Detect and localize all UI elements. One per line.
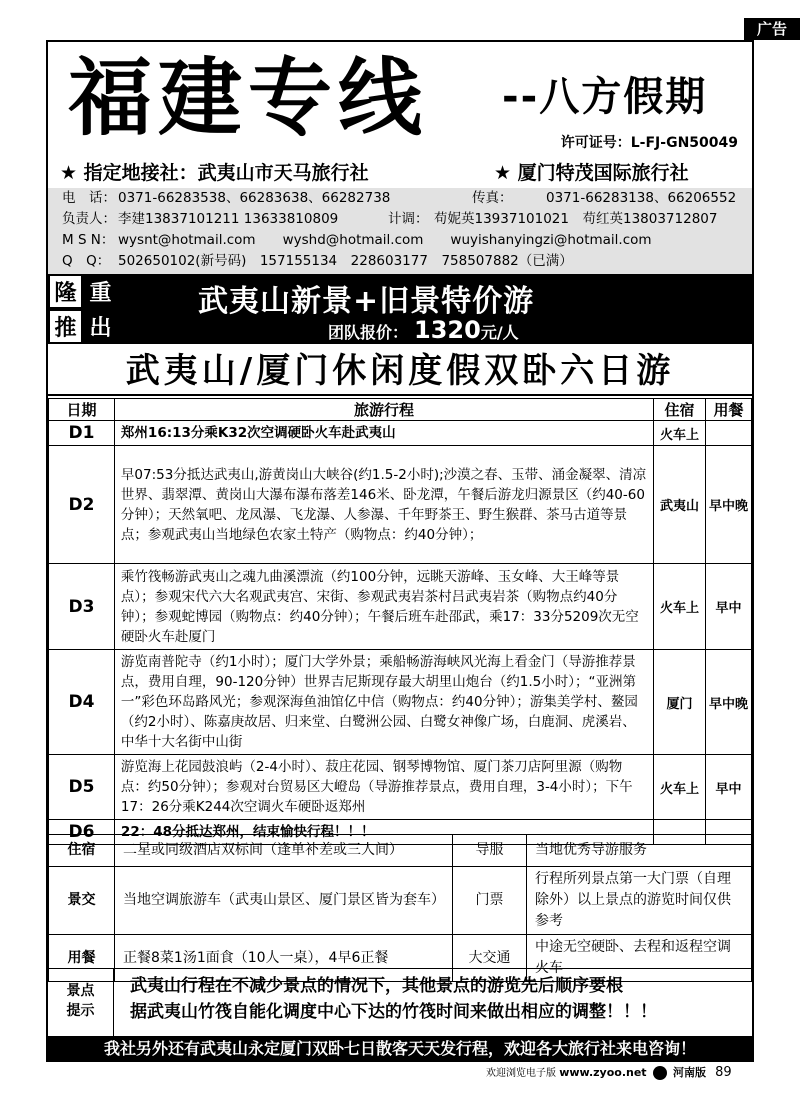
route-cell: 游览海上花园鼓浪屿（2-4小时）、菽庄花园、钢琴博物馆、厦门茶刀店阿里源（购物点：约50分钟）；参观对台贸易区大嶝岛（导游推荐景点，费用自理，3-4小时）；下午17：26分乘K244次空调火车硬卧返郑州 [114,755,653,820]
manager-value: 李建13837101211 13633810809 [118,211,339,227]
visit-text: 欢迎浏览电子版 [486,1068,556,1079]
route-cell: 22：48分抵达郑州，结束愉快行程！！！ [114,820,653,845]
badge-char: 重 [89,281,112,306]
tips-label [48,969,114,1037]
meal-cell [706,421,752,446]
tips-section [48,968,752,1036]
badge-char: 隆 [48,274,83,309]
service-info-table [48,834,752,982]
page-footer [486,1064,732,1080]
qq-label: Q Q： [62,253,111,269]
contact-row-manager [62,209,752,230]
site-url: www.zyoo.net [559,1066,647,1079]
badge-char: 推 [48,309,83,344]
route-cell: 郑州16:13分乘K32次空调硬卧火车赴武夷山 [114,421,653,446]
page-number: 89 [715,1065,732,1080]
stay-cell: 火车上 [654,564,706,650]
page-title: 福建专线 [68,49,429,147]
stay-cell: 厦门 [654,650,706,755]
day-cell: D6 [49,820,115,845]
header [48,42,752,190]
lodging-value: 二星或同级酒店双标间（逢单补差或三人间） [115,835,453,867]
lodging-label: 住宿 [49,835,115,867]
ticket-label: 门票 [453,867,527,935]
tips-label-line: 提示 [66,1003,95,1019]
planner-value: 苟妮英13937101021 苟红英13803712807 [434,211,718,227]
planner-label: 计调： [388,211,429,227]
agency-secondary: ★ 厦门特茂国际旅行社 [494,162,689,184]
header-day: 日期 [49,399,115,421]
meal-cell: 早中 [706,755,752,820]
license-number: 许可证号：L-FJ-GN50049 [560,135,738,151]
tour-title: 武夷山/厦门休闲度假双卧六日游 [48,346,752,396]
msn-label: M S N： [62,232,115,248]
contact-row-msn [62,230,752,251]
table-row [49,867,752,935]
meals-value: 正餐8菜1汤1面食（10人一桌），4早6正餐 [115,935,453,982]
price-label: 团队报价： [328,323,409,342]
advertisement-frame [46,40,754,1062]
tips-text [130,973,742,1025]
table-row [49,421,752,446]
phone-value: 0371-66283538、66283638、66282738 [118,190,391,206]
meal-cell: 早中晚 [706,446,752,564]
badge-char: 出 [89,316,112,341]
itinerary-header-row [49,399,752,421]
ad-tag: 广告 [744,18,800,40]
stay-cell: 火车上 [654,421,706,446]
ticket-value: 行程所列景点第一大门票（自理除外）以上景点的游览时间仅供参考 [527,867,752,935]
tips-line: 据武夷山竹筏自能化调度中心下达的竹筏时间来做出相应的调整！！！ [130,1002,657,1022]
price-value: 1320 [414,316,481,344]
table-row [49,564,752,650]
promo-banner [48,274,752,344]
major-transport-label: 大交通 [453,935,527,982]
transport-label: 景交 [49,867,115,935]
fax-label: 传真： [472,190,513,206]
badge-bottom [48,309,118,344]
header-meal: 用餐 [706,399,752,421]
msn-value: wysnt@hotmail.com wyshd@hotmail.com wuyishanyingzi@hotmail.com [118,232,652,248]
route-cell: 游览南普陀寺（约1小时）；厦门大学外景；乘船畅游海峡风光海上看金门（导游推荐景点，费用自理，90-120分钟）世界吉尼斯现存最大胡里山炮台（约1.5小时）；“亚洲第一”彩色环岛路风光；参观深海鱼油馆亿中信（购物点：约40分钟）；游集美学村、鳌园（约2小时）、陈嘉庚故居、归来堂、白鹭洲公园、白鹭女神像广场，白鹿洞、虎溪岩、中华十大名街中山街 [114,650,653,755]
promo-price [328,316,519,344]
major-transport-value: 中途无空硬卧、去程和返程空调火车 [527,935,752,982]
day-cell: D3 [49,564,115,650]
tips-line: 武夷山行程在不减少景点的情况下，其他景点的游览先后顺序要根 [130,976,623,996]
itinerary-table [48,398,752,845]
stay-cell: 火车上 [654,755,706,820]
contact-row-phone [62,188,752,209]
phone-label: 电 话： [62,190,116,206]
meal-cell: 早中 [706,564,752,650]
table-row [49,755,752,820]
guide-label: 导服 [453,835,527,867]
day-cell: D2 [49,446,115,564]
day-cell: D5 [49,755,115,820]
promo-headline: 武夷山新景+旧景特价游 [198,284,535,319]
header-route: 旅游行程 [114,399,653,421]
manager-label: 负责人： [62,211,116,227]
transport-value: 当地空调旅游车（武夷山景区、厦门景区皆为套车） [115,867,453,935]
route-cell: 早07:53分抵达武夷山,游黄岗山大峡谷(约1.5-2小时);沙漠之春、玉带、涌金凝翠、清凉世界、翡翠潭、黄岗山大瀑布瀑布落差146米、卧龙潭，午餐后游龙归源景区（约40-60分钟）；天然氧吧、龙凤瀑、飞龙瀑、人参瀑、千年野茶王、野生猴群、茶马古道等景点；参观武夷山当地绿色农家土特产（购物点：约40分钟）； [114,446,653,564]
guide-value: 当地优秀导游服务 [527,835,752,867]
contact-row-qq [62,251,752,272]
contact-block [48,188,752,274]
meals-label: 用餐 [49,935,115,982]
agency-primary: ★ 指定地接社：武夷山市天马旅行社 [60,162,369,184]
edition-label: 河南版 [672,1066,706,1079]
route-cell: 乘竹筏畅游武夷山之魂九曲溪漂流（约100分钟，远眺天游峰、玉女峰、大王峰等景点）；参观宋代六大名观武夷宫、宋街、参观武夷岩茶村吕武夷岩茶（购物点约40分钟）；参观蛇博园（购物点：约40分钟）；午餐后班车赴邵武，乘17：33分5209次无空硬卧火车赴厦门 [114,564,653,650]
tips-label-line: 景点 [66,983,95,999]
header-stay: 住宿 [654,399,706,421]
stay-cell: 武夷山 [654,446,706,564]
footer-banner: 我社另外还有武夷山永定厦门双卧七日散客天天发行程，欢迎各大旅行社来电咨询！ [48,1036,752,1062]
meal-cell: 早中晚 [706,650,752,755]
table-row [49,446,752,564]
price-unit: 元/人 [480,323,519,342]
page-subtitle: --八方假期 [502,74,708,120]
badge-top [48,274,118,309]
table-row [49,835,752,867]
day-cell: D4 [49,650,115,755]
publisher-logo-icon [653,1066,667,1080]
table-row [49,650,752,755]
fax-value: 0371-66283138、66206552 [546,190,737,206]
qq-value: 502650102(新号码) 157155134 228603177 758507882（已满） [118,253,573,269]
day-cell: D1 [49,421,115,446]
